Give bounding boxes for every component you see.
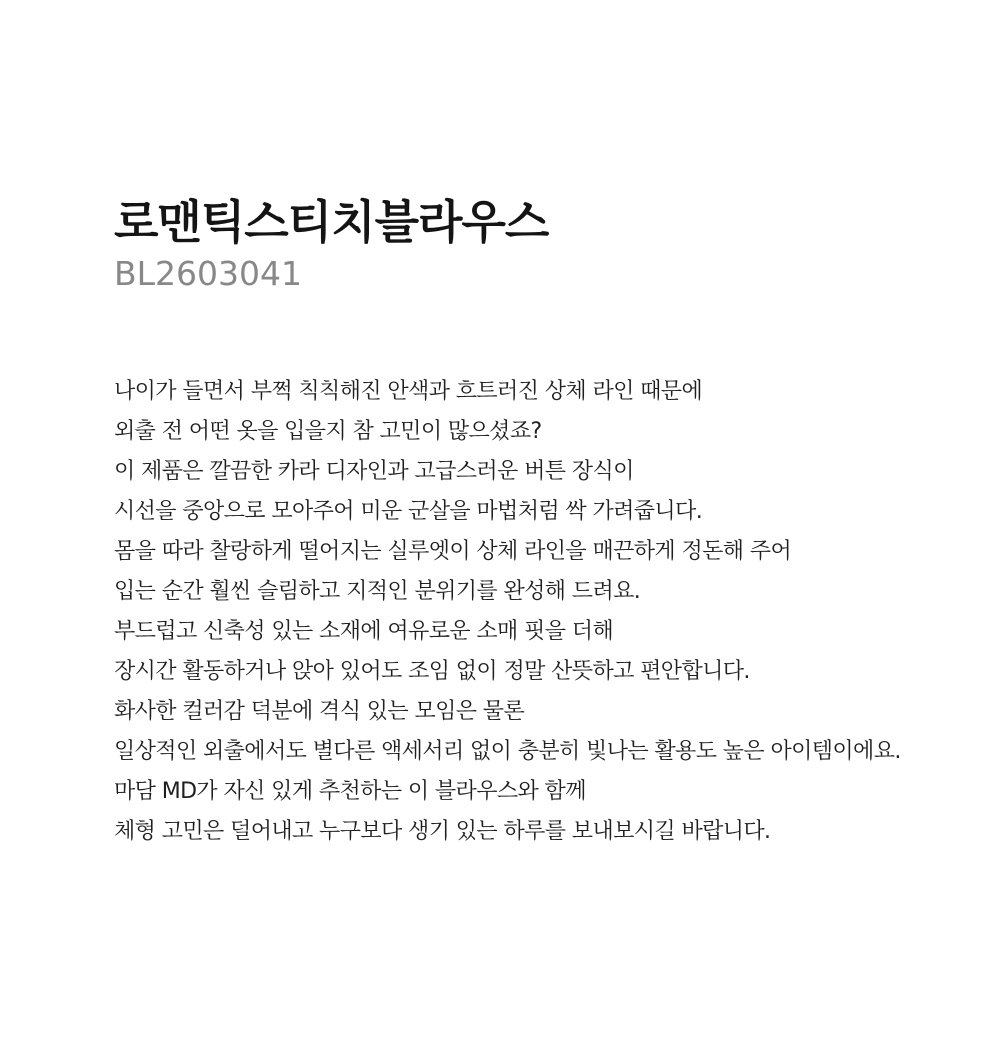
description-line: 부드럽고 신축성 있는 소재에 여유로운 소매 핏을 더해: [114, 619, 614, 644]
product-title: 로맨틱스티치블라우스: [114, 195, 549, 249]
description-line: 외출 전 어떤 옷을 입을지 참 고민이 많으셨죠?: [114, 419, 542, 444]
description-line: 일상적인 외출에서도 별다른 액세서리 없이 충분히 빛나는 활용도 높은 아이템이에요.: [114, 739, 901, 764]
product-code: BL2603041: [114, 254, 302, 293]
product-header: [114, 192, 548, 294]
description-line: 나이가 들면서 부쩍 칙칙해진 안색과 흐트러진 상체 라인 때문에: [114, 379, 703, 404]
description-line: 화사한 컬러감 덕분에 격식 있는 모임은 물론: [114, 699, 525, 724]
description-line: 시선을 중앙으로 모아주어 미운 군살을 마법처럼 싹 가려줍니다.: [114, 499, 703, 524]
product-description: [114, 372, 984, 852]
description-line: 이 제품은 깔끔한 카라 디자인과 고급스러운 버튼 장식이: [114, 459, 634, 484]
description-line: 몸을 따라 찰랑하게 떨어지는 실루엣이 상체 라인을 매끈하게 정돈해 주어: [114, 539, 792, 564]
description-line: 체형 고민은 덜어내고 누구보다 생기 있는 하루를 보내보시길 바랍니다.: [114, 819, 771, 844]
description-line: 입는 순간 훨씬 슬림하고 지적인 분위기를 완성해 드려요.: [114, 579, 641, 604]
description-line: 마담 MD가 자신 있게 추천하는 이 블라우스와 함께: [114, 779, 586, 804]
description-line: 장시간 활동하거나 앉아 있어도 조임 없이 정말 산뜻하고 편안합니다.: [114, 659, 750, 684]
